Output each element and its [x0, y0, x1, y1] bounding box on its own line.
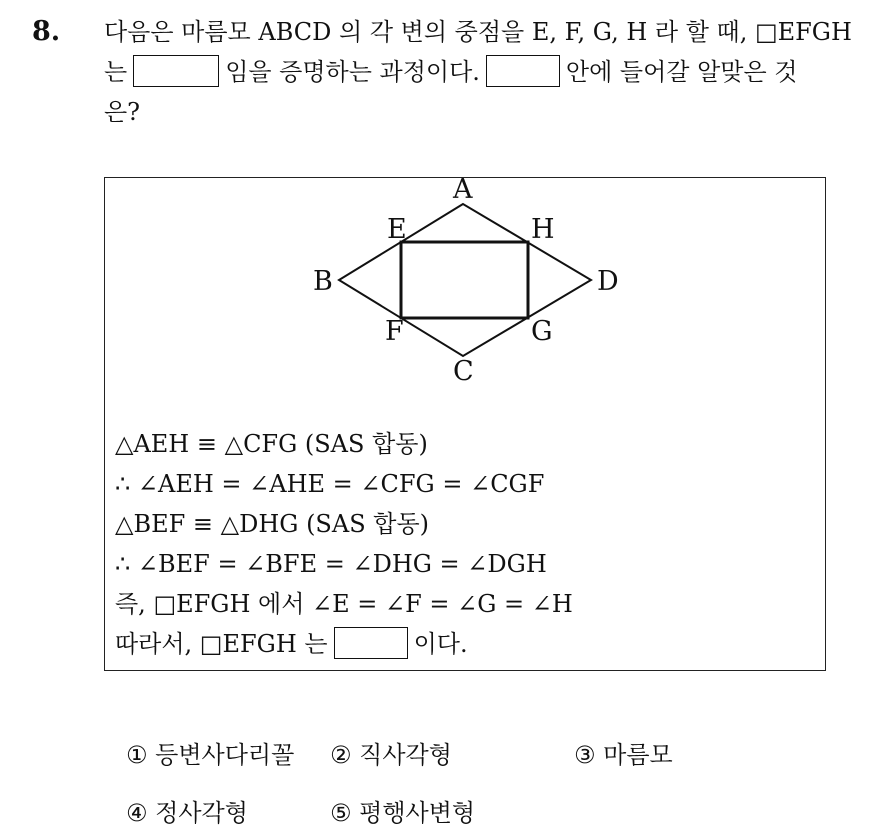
choice-5[interactable]: ⑤ 평행사변형	[330, 799, 476, 827]
choice-2[interactable]: ② 직사각형	[330, 741, 452, 769]
label-f: F	[385, 316, 404, 347]
label-e: E	[387, 214, 407, 245]
proof-line-6b: 이다.	[413, 630, 468, 658]
label-g: G	[531, 316, 553, 347]
answer-blank	[133, 55, 219, 87]
choice-1[interactable]: ① 등변사다리꼴	[126, 741, 295, 769]
proof-box	[104, 177, 826, 671]
proof-line-2: ∴ ∠AEH = ∠AHE = ∠CFG = ∠CGF	[115, 470, 545, 498]
proof-line-4: ∴ ∠BEF = ∠BFE = ∠DHG = ∠DGH	[115, 550, 547, 578]
label-a: A	[453, 178, 473, 205]
label-h: H	[531, 214, 555, 245]
label-c: C	[453, 356, 474, 387]
choice-3[interactable]: ③ 마름모	[574, 741, 673, 769]
answer-blank-reference	[486, 55, 560, 87]
proof-line-6a: 따라서, □EFGH 는	[115, 630, 328, 658]
label-d: D	[597, 266, 619, 297]
proof-line-3: △BEF ≡ △DHG (SAS 합동)	[115, 510, 430, 538]
question-line-1: 다음은 마름모 ABCD 의 각 변의 중점을 E, F, G, H 라 할 때, □EFGH	[104, 18, 852, 46]
proof-line-5: 즉, □EFGH 에서 ∠E = ∠F = ∠G = ∠H	[115, 590, 573, 618]
question-line-2b: 임을 증명하는 과정이다.	[225, 58, 480, 86]
label-b: B	[313, 266, 333, 297]
rhombus-figure	[295, 178, 635, 418]
question-line-2c: 안에 들어갈 알맞은 것	[565, 58, 798, 86]
rectangle-efgh	[401, 242, 528, 318]
proof-line-6	[115, 624, 573, 664]
proof-answer-blank	[334, 627, 408, 659]
proof-lines	[115, 424, 573, 664]
proof-line-1: △AEH ≡ △CFG (SAS 합동)	[115, 430, 428, 458]
question-number: 8.	[32, 16, 61, 47]
choice-4[interactable]: ④ 정사각형	[126, 799, 248, 827]
question-line-2	[104, 52, 864, 92]
question-line-3: 은?	[104, 98, 141, 126]
question-line-2a: 는	[104, 58, 128, 86]
question-text	[104, 12, 864, 132]
